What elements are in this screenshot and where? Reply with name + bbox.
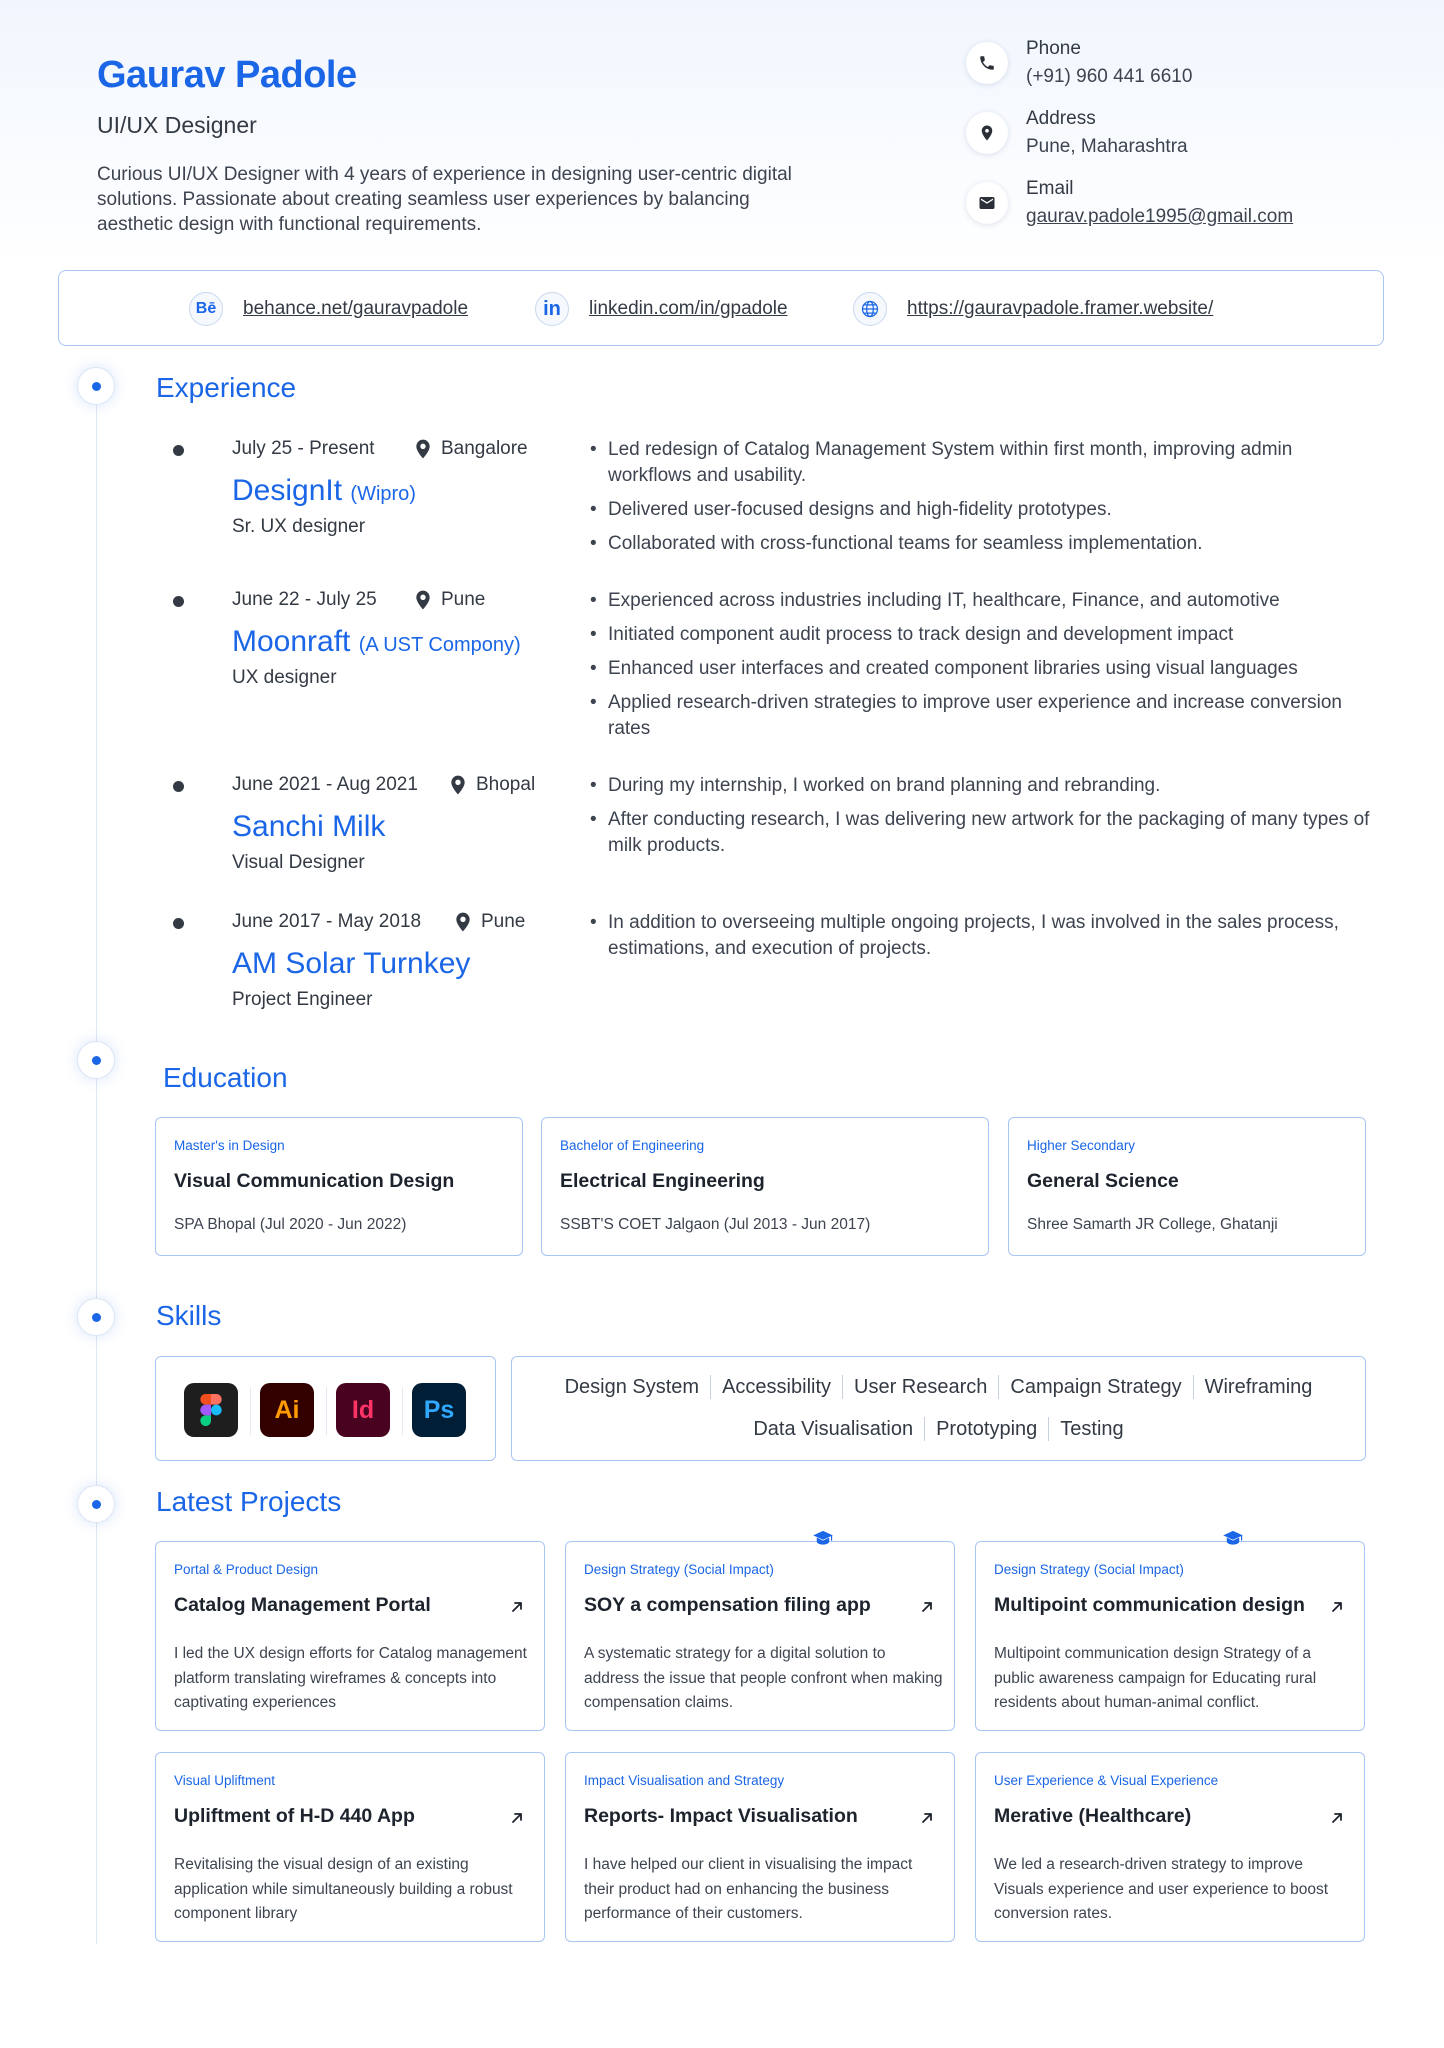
address-value: Pune, Maharashtra: [1026, 136, 1188, 157]
project-card[interactable]: [155, 1752, 545, 1942]
phone-icon: [966, 42, 1008, 84]
job-title: UX designer: [232, 667, 337, 688]
job-title: Project Engineer: [232, 989, 373, 1010]
arrow-up-right-icon[interactable]: [1330, 1811, 1344, 1830]
education-institution: SSBT'S COET Jalgaon (Jul 2013 - Jun 2017): [560, 1216, 871, 1233]
address-label: Address: [1026, 108, 1096, 129]
project-title: SOY a compensation filing app: [584, 1594, 871, 1616]
education-heading: Education: [163, 1062, 288, 1093]
project-category: User Experience & Visual Experience: [994, 1773, 1219, 1788]
globe-icon: [853, 292, 887, 326]
arrow-up-right-icon[interactable]: [1330, 1600, 1344, 1619]
job-location-text: Pune: [481, 911, 526, 932]
education-institution: SPA Bhopal (Jul 2020 - Jun 2022): [174, 1216, 407, 1233]
project-title: Upliftment of H-D 440 App: [174, 1805, 415, 1827]
arrow-up-right-icon[interactable]: [920, 1600, 934, 1619]
candidate-name: Gaurav Padole: [97, 54, 357, 96]
company-note: (A UST Compony): [358, 634, 521, 656]
list-item: • After conducting research, I was delivering new artwork for the packaging of many types of milk products.: [590, 807, 1370, 859]
list-item: • Led redesign of Catalog Management System within first month, improving admin workflows and usability.: [590, 437, 1370, 489]
tools-card: [155, 1356, 496, 1461]
list-item: • Experienced across industries including IT, healthcare, Finance, and automotive: [590, 588, 1370, 614]
website-link-item[interactable]: [853, 291, 1213, 327]
skill-tag: Campaign Strategy: [1010, 1375, 1182, 1398]
skill-tag: Testing: [1060, 1417, 1124, 1440]
candidate-role: UI/UX Designer: [97, 112, 257, 138]
skill-tag: User Research: [854, 1375, 988, 1398]
job-bullet: [173, 596, 184, 607]
skills-row: [512, 1417, 1365, 1441]
list-item: • In addition to overseeing multiple ongoing projects, I was involved in the sales process, estimations, and execution of projects.: [590, 910, 1370, 962]
phone-value: (+91) 960 441 6610: [1026, 66, 1193, 87]
email-link[interactable]: gaurav.padole1995@gmail.com: [1026, 206, 1294, 227]
indesign-icon: Id: [336, 1383, 390, 1437]
education-card: [541, 1117, 989, 1256]
skill-tag: Wireframing: [1204, 1375, 1313, 1398]
job-points: [590, 773, 1370, 867]
project-category: Design Strategy (Social Impact): [994, 1562, 1184, 1577]
skills-row: [512, 1375, 1365, 1399]
education-field: Visual Communication Design: [174, 1170, 455, 1192]
job-location-text: Bangalore: [441, 438, 528, 459]
location-pin-icon: [450, 775, 466, 795]
contact-email: [966, 178, 1406, 238]
timeline-dot-education: [77, 1041, 115, 1079]
education-degree: Bachelor of Engineering: [560, 1138, 705, 1153]
project-card[interactable]: [565, 1752, 955, 1942]
skill-tag: Design System: [564, 1375, 700, 1398]
skill-tag: Data Visualisation: [753, 1417, 914, 1440]
job-title: Visual Designer: [232, 852, 365, 873]
skill-tag: Prototyping: [936, 1417, 1038, 1440]
list-item: • Applied research-driven strategies to improve user experience and increase conversion rates: [590, 690, 1370, 742]
company-name: Moonraft: [232, 625, 351, 658]
job-location-text: Pune: [441, 589, 486, 610]
project-description: We led a research-driven strategy to improve Visuals experience and user experience to boost conversion rates.: [994, 1856, 1329, 1922]
company-note: (Wipro): [350, 483, 416, 505]
links-bar: [58, 270, 1384, 346]
education-degree: Master's in Design: [174, 1138, 285, 1153]
education-field: General Science: [1027, 1170, 1179, 1192]
arrow-up-right-icon[interactable]: [510, 1600, 524, 1619]
job-date: June 2017 - May 2018: [232, 911, 422, 932]
education-card: [155, 1117, 523, 1256]
profile-summary: Curious UI/UX Designer with 4 years of experience in designing user-centric digital solutions. Passionate about creating seamless user experiences by balancing aesthetic design with functional requirements.: [97, 164, 792, 235]
website-link[interactable]: https://gauravpadole.framer.website/: [907, 298, 1214, 319]
project-title: Merative (Healthcare): [994, 1805, 1192, 1827]
divider: [250, 1387, 251, 1435]
job-bullet: [173, 781, 184, 792]
job-company: [232, 625, 521, 659]
project-card[interactable]: [565, 1541, 955, 1731]
job-company: [232, 810, 385, 844]
phone-label: Phone: [1026, 38, 1081, 59]
location-pin-icon: [415, 590, 431, 610]
linkedin-link-item[interactable]: [535, 291, 788, 327]
contact-phone: [966, 38, 1406, 98]
project-category: Visual Upliftment: [174, 1773, 276, 1788]
figma-icon: [184, 1383, 238, 1437]
behance-link-item[interactable]: [189, 291, 468, 327]
behance-link[interactable]: behance.net/gauravpadole: [243, 298, 469, 319]
project-category: Impact Visualisation and Strategy: [584, 1773, 785, 1788]
project-description: Revitalising the visual design of an existing application while simultaneously building a robust component library: [174, 1856, 513, 1922]
job-location: [455, 911, 525, 933]
education-field: Electrical Engineering: [560, 1170, 765, 1192]
projects-heading: Latest Projects: [156, 1486, 342, 1517]
location-pin-icon: [966, 112, 1008, 154]
company-name: DesignIt: [232, 474, 343, 507]
photoshop-icon: Ps: [412, 1383, 466, 1437]
project-title: Multipoint communication design: [994, 1594, 1305, 1616]
job-title: Sr. UX designer: [232, 516, 366, 537]
company-name: AM Solar Turnkey: [232, 947, 471, 980]
skills-card: [511, 1356, 1366, 1461]
illustrator-icon: Ai: [260, 1383, 314, 1437]
project-description: A systematic strategy for a digital solution to address the issue that people confront when making compensation claims.: [584, 1645, 943, 1711]
timeline-dot-skills: [77, 1298, 115, 1336]
job-points: [590, 588, 1370, 750]
arrow-up-right-icon[interactable]: [510, 1811, 524, 1830]
email-label: Email: [1026, 178, 1074, 199]
experience-heading: Experience: [156, 372, 297, 403]
project-category: Design Strategy (Social Impact): [584, 1562, 774, 1577]
behance-icon: Bē: [189, 292, 223, 326]
mail-icon: [966, 182, 1008, 224]
linkedin-icon: in: [535, 292, 569, 326]
project-category: Portal & Product Design: [174, 1562, 319, 1577]
job-location: [415, 438, 528, 460]
job-points: [590, 437, 1370, 565]
arrow-up-right-icon[interactable]: [920, 1811, 934, 1830]
education-degree: Higher Secondary: [1027, 1138, 1136, 1153]
job-location: [415, 589, 485, 611]
project-description: I led the UX design efforts for Catalog management platform translating wireframes & concepts into captivating experiences: [174, 1645, 527, 1711]
graduation-cap-icon: [812, 1530, 834, 1551]
project-card[interactable]: [975, 1752, 1365, 1942]
education-card: [1008, 1117, 1366, 1256]
job-date: July 25 - Present: [232, 438, 375, 459]
job-location: [450, 774, 535, 796]
project-card[interactable]: [155, 1541, 545, 1731]
contact-address: [966, 108, 1406, 168]
project-title: Catalog Management Portal: [174, 1594, 431, 1616]
job-company: [232, 474, 416, 508]
job-bullet: [173, 918, 184, 929]
timeline-line: [96, 372, 97, 1944]
list-item: • During my internship, I worked on brand planning and rebranding.: [590, 773, 1370, 799]
linkedin-link[interactable]: linkedin.com/in/gpadole: [589, 298, 788, 319]
skill-tag: Accessibility: [722, 1375, 832, 1398]
timeline-dot-experience: [77, 367, 115, 405]
job-points: [590, 910, 1370, 970]
graduation-cap-icon: [1222, 1530, 1244, 1551]
list-item: • Collaborated with cross-functional teams for seamless implementation.: [590, 531, 1370, 557]
timeline-dot-projects: [77, 1485, 115, 1523]
company-name: Sanchi Milk: [232, 810, 386, 843]
job-bullet: [173, 445, 184, 456]
divider: [326, 1387, 327, 1435]
project-description: Multipoint communication design Strategy of a public awareness campaign for Educating rural residents about human-animal conflict.: [994, 1645, 1317, 1711]
education-institution: Shree Samarth JR College, Ghatanji: [1027, 1216, 1278, 1233]
job-location-text: Bhopal: [476, 774, 536, 795]
job-date: June 22 - July 25: [232, 589, 377, 610]
divider: [402, 1387, 403, 1435]
list-item: • Initiated component audit process to track design and development impact: [590, 622, 1370, 648]
job-date: June 2021 - Aug 2021: [232, 774, 418, 795]
location-pin-icon: [455, 912, 471, 932]
job-company: [232, 947, 470, 981]
project-description: I have helped our client in visualising the impact their product had on enhancing the business performance of their customers.: [584, 1856, 913, 1922]
project-card[interactable]: [975, 1541, 1365, 1731]
list-item: • Enhanced user interfaces and created component libraries using visual languages: [590, 656, 1370, 682]
list-item: • Delivered user-focused designs and high-fidelity prototypes.: [590, 497, 1370, 523]
skills-heading: Skills: [156, 1300, 222, 1331]
location-pin-icon: [415, 439, 431, 459]
project-title: Reports- Impact Visualisation: [584, 1805, 858, 1827]
